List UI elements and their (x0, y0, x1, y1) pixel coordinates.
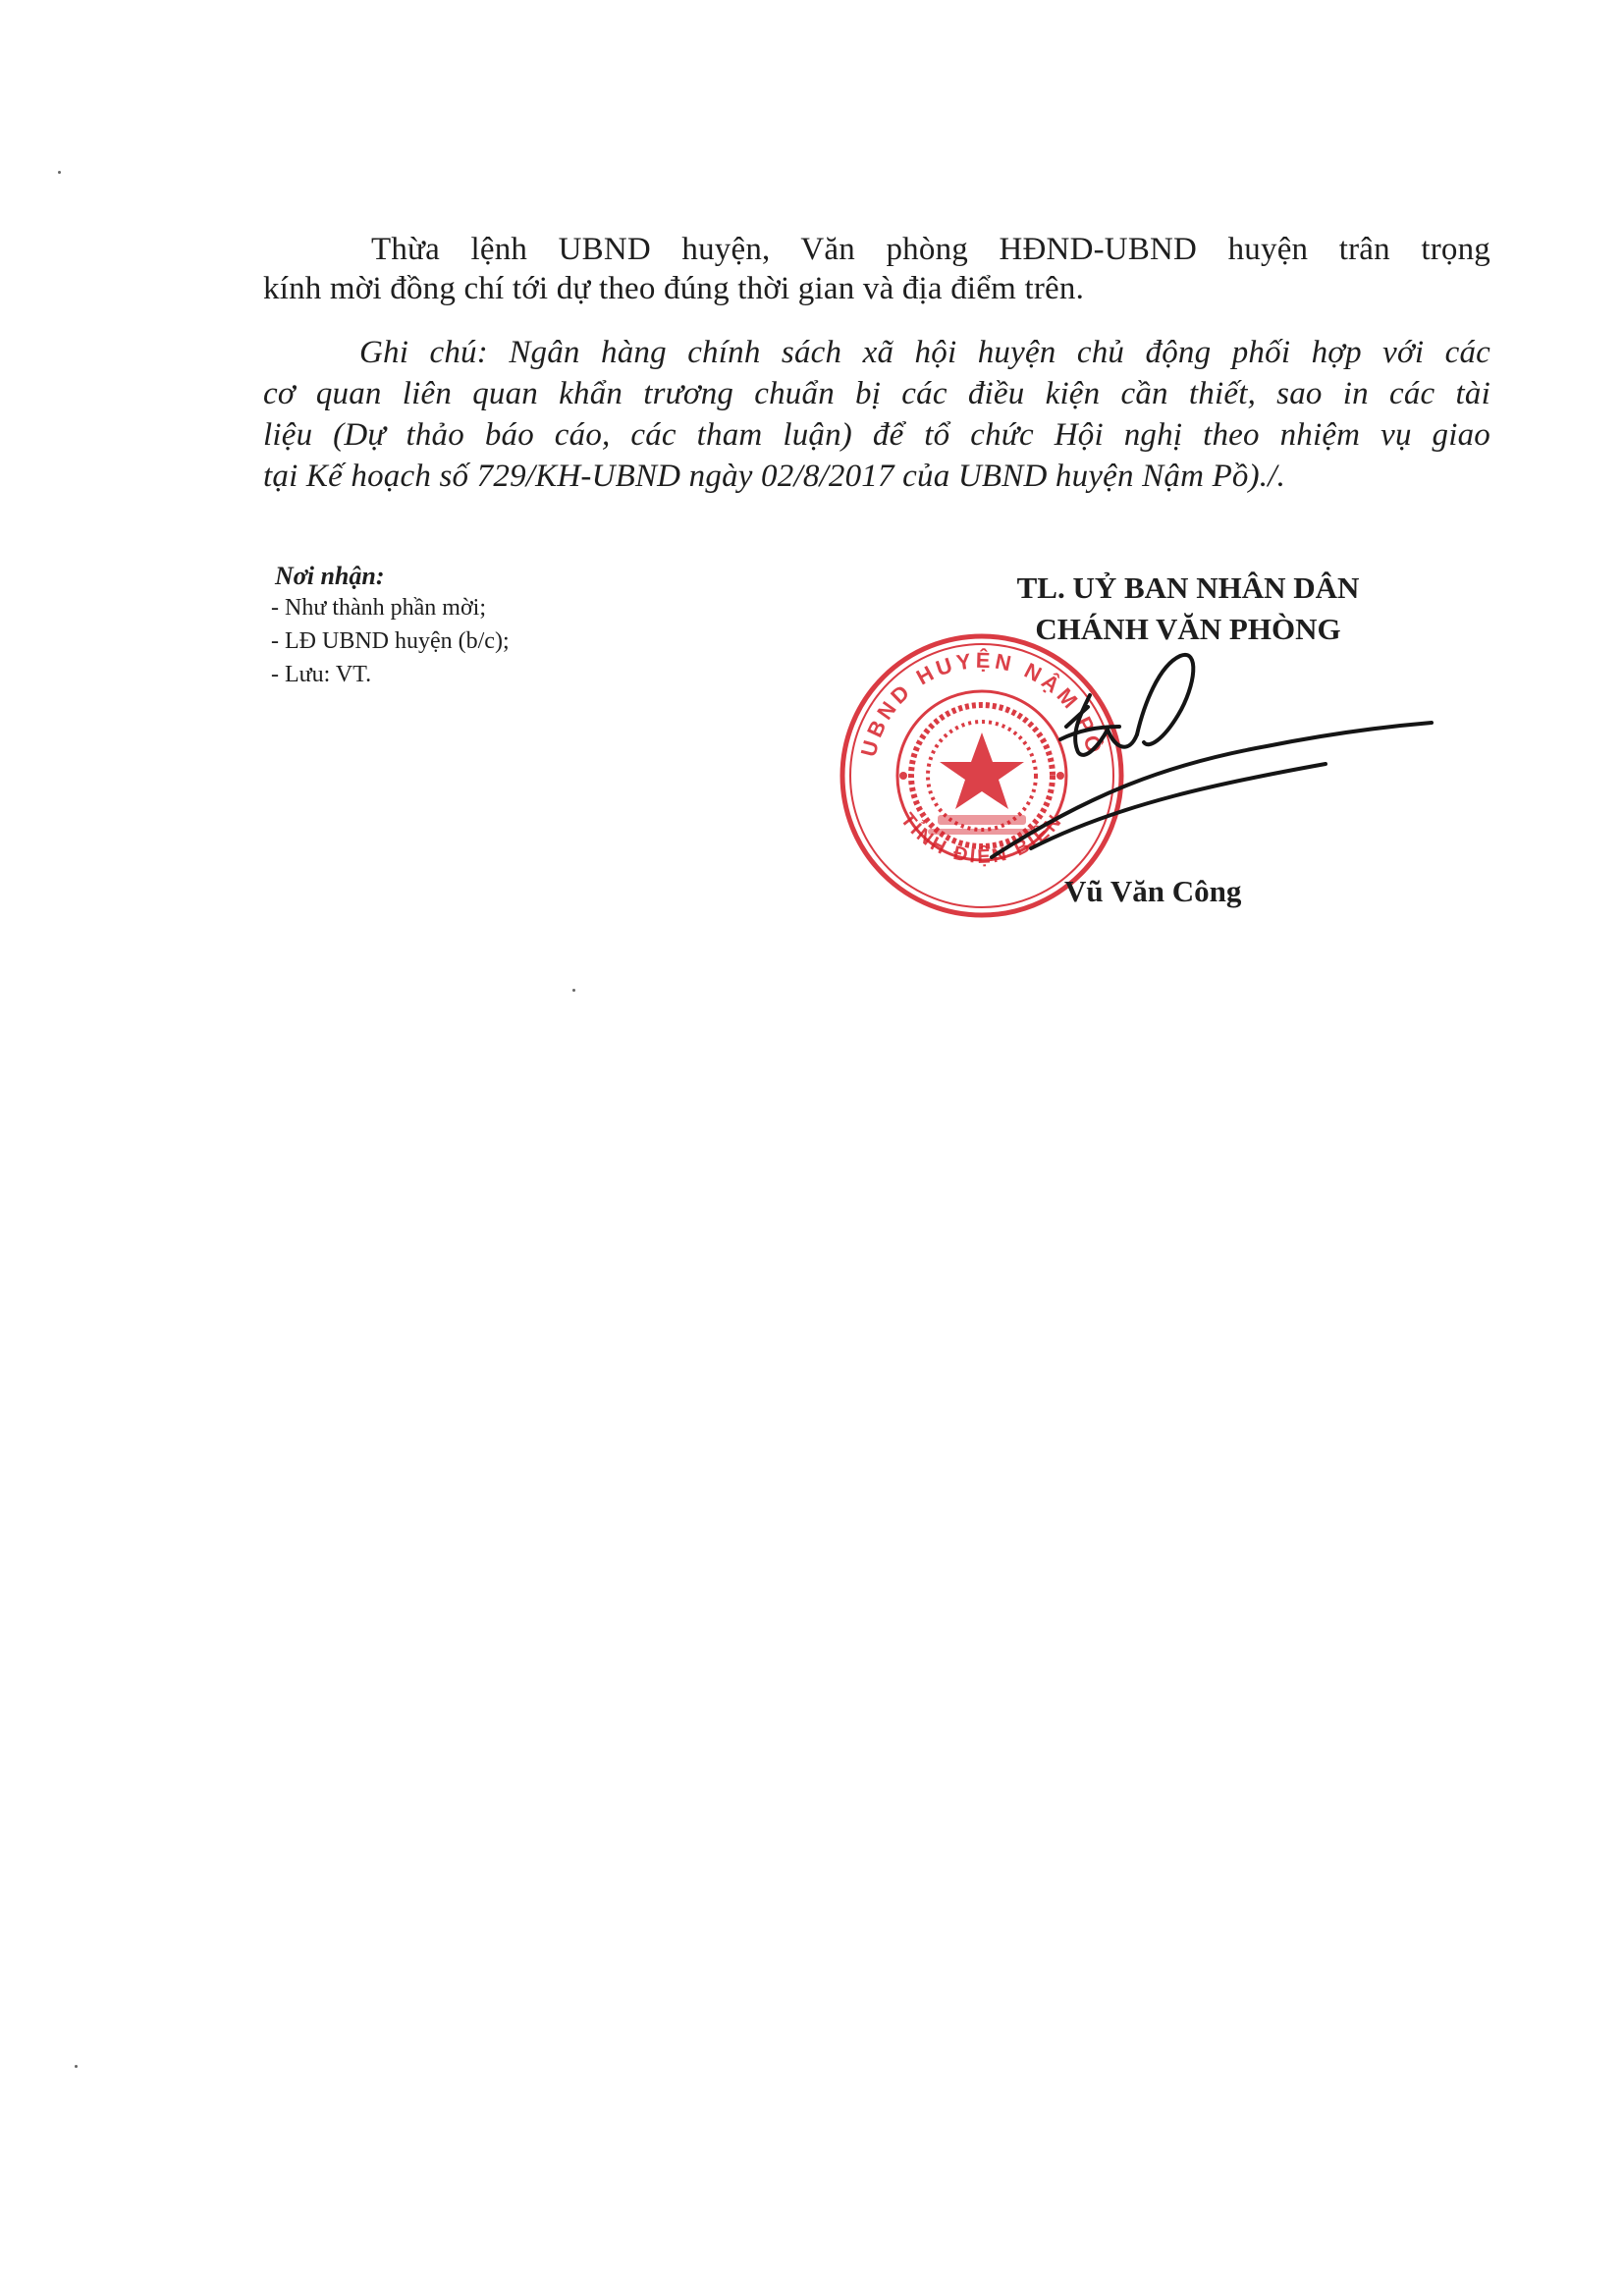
handwritten-signature-icon (972, 636, 1434, 862)
recipient-item: - LĐ UBND huyện (b/c); (271, 628, 510, 654)
scan-speck (58, 171, 61, 174)
closing-line-1: Thừa lệnh UBND huyện, Văn phòng HĐND-UBND huyện trân trọng (371, 232, 1490, 267)
note-line-1: Ghi chú: Ngân hàng chính sách xã hội huyện chủ động phối hợp với các (359, 335, 1490, 370)
signer-name: Vũ Văn Công (1064, 874, 1242, 908)
position-line: CHÁNH VĂN PHÒNG (1035, 612, 1341, 646)
scan-speck (75, 2065, 78, 2068)
authority-line: TL. UỶ BAN NHÂN DÂN (1016, 570, 1360, 605)
recipients-heading: Nơi nhận: (275, 562, 385, 590)
seal-upper-text: UBND HUYỆN NẬM PỒ (855, 647, 1109, 760)
scan-speck (572, 989, 575, 992)
recipient-item: - Lưu: VT. (271, 662, 372, 687)
note-paragraph (263, 332, 1490, 497)
recipients-block (271, 562, 510, 691)
closing-paragraph (263, 230, 1490, 308)
note-line-3: liệu (Dự thảo báo cáo, các tham luận) để tổ chức Hội nghị theo nhiệm vụ giao (263, 417, 1490, 453)
note-line-2: cơ quan liên quan khẩn trương chuẩn bị các điều kiện cần thiết, sao in các tài (263, 376, 1490, 411)
closing-line-2: kính mời đồng chí tới dự theo đúng thời gian và địa điểm trên. (263, 271, 1085, 306)
recipient-item: - Như thành phần mời; (271, 595, 486, 621)
seal-lower-text: TỈNH ĐIỆN BIÊN (895, 809, 1068, 869)
note-line-4: tại Kế hoạch số 729/KH-UBND ngày 02/8/2017 của UBND huyện Nậm Pồ)./. (263, 459, 1286, 494)
